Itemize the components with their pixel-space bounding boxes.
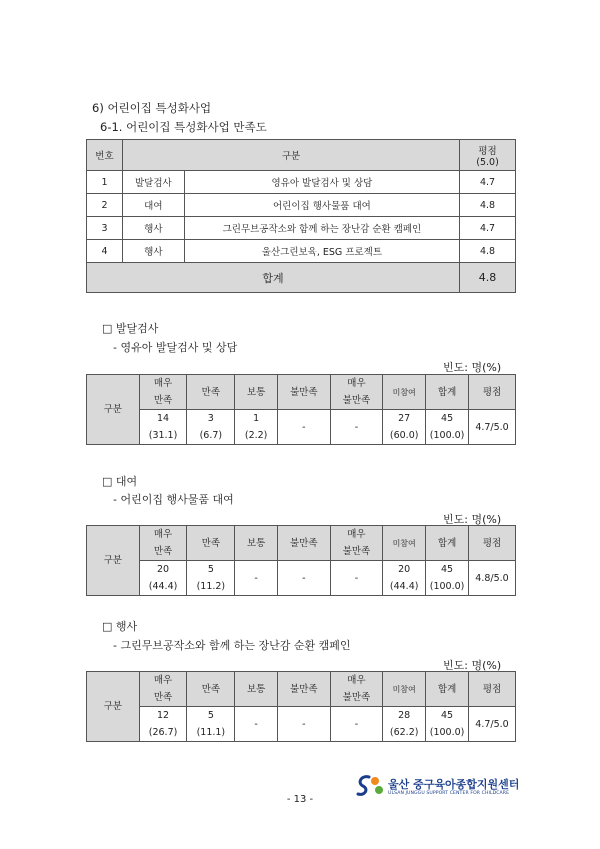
- col-neutral: 보통: [235, 672, 278, 707]
- col-not-participated: 미참여: [383, 375, 426, 410]
- row-label: 구분: [87, 375, 140, 445]
- row-type: 발달검사: [122, 171, 184, 194]
- subsection-subtitle: - 어린이집 행사물품 대여: [113, 493, 234, 506]
- row-type: 행사: [122, 217, 184, 240]
- frequency-label: 빈도: 명(%): [443, 361, 502, 374]
- subsection-title: □ 발달검사: [102, 322, 159, 335]
- row-score: 4.7: [460, 217, 516, 240]
- cell-not-participated: 28 (62.2): [383, 707, 426, 742]
- satisfaction-table: [86, 374, 516, 445]
- col-very-dissatisfied: 매우 불만족: [330, 526, 383, 561]
- subsection-subtitle: - 영유아 발달검사 및 상담: [113, 341, 238, 354]
- cell-satisfied: 5 (11.1): [187, 707, 235, 742]
- row-no: 3: [87, 217, 123, 240]
- table-row: [87, 410, 516, 445]
- header-score: 평점 (5.0): [460, 140, 516, 171]
- cell-score: 4.8/5.0: [469, 561, 516, 596]
- col-very-satisfied: 매우 만족: [139, 375, 187, 410]
- col-very-dissatisfied: 매우 불만족: [330, 375, 383, 410]
- subsection-title: □ 대여: [102, 475, 138, 488]
- cell-dissatisfied: -: [277, 707, 330, 742]
- cell-very-dissatisfied: -: [330, 410, 383, 445]
- summary-header-row: [87, 140, 516, 171]
- col-very-satisfied: 매우 만족: [139, 526, 187, 561]
- cell-dissatisfied: -: [277, 561, 330, 596]
- cell-not-participated: 20 (44.4): [383, 561, 426, 596]
- cell-sum: 45 (100.0): [426, 561, 469, 596]
- table-row: [87, 240, 516, 263]
- col-score: 평점: [469, 526, 516, 561]
- table-header-row: [87, 672, 516, 707]
- satisfaction-table: [86, 525, 516, 596]
- row-score: 4.7: [460, 171, 516, 194]
- table-row: [87, 217, 516, 240]
- col-satisfied: 만족: [187, 672, 235, 707]
- row-label: 구분: [87, 526, 140, 596]
- center-name: 울산 중구육아종합지원센터: [388, 778, 520, 791]
- col-very-satisfied: 매우 만족: [139, 672, 187, 707]
- total-row: [87, 263, 516, 293]
- row-score: 4.8: [460, 194, 516, 217]
- row-program: 영유아 발달검사 및 상담: [184, 171, 459, 194]
- row-no: 1: [87, 171, 123, 194]
- cell-very-dissatisfied: -: [330, 561, 383, 596]
- row-program: 어린이집 행사물품 대여: [184, 194, 459, 217]
- col-very-dissatisfied: 매우 불만족: [330, 672, 383, 707]
- col-not-participated: 미참여: [383, 526, 426, 561]
- section-subtitle: 6-1. 어린이집 특성화사업 만족도: [100, 120, 267, 134]
- cell-very-satisfied: 12 (26.7): [139, 707, 187, 742]
- cell-very-satisfied: 14 (31.1): [139, 410, 187, 445]
- subsection-title: □ 행사: [102, 620, 138, 633]
- cell-satisfied: 5 (11.2): [187, 561, 235, 596]
- table-row: [87, 561, 516, 596]
- row-type: 대여: [122, 194, 184, 217]
- cell-not-participated: 27 (60.0): [383, 410, 426, 445]
- cell-neutral: 1 (2.2): [235, 410, 278, 445]
- col-score: 평점: [469, 672, 516, 707]
- table-header-row: [87, 526, 516, 561]
- col-dissatisfied: 불만족: [278, 375, 331, 410]
- cell-score: 4.7/5.0: [469, 410, 516, 445]
- section-title: 6) 어린이집 특성화사업: [92, 101, 212, 115]
- row-program: 울산그린보육, ESG 프로젝트: [184, 240, 459, 263]
- col-sum: 합계: [426, 526, 469, 561]
- page-number: - 13 -: [286, 794, 314, 805]
- col-dissatisfied: 불만족: [277, 672, 330, 707]
- row-no: 2: [87, 194, 123, 217]
- cell-sum: 45 (100.0): [426, 707, 469, 742]
- satisfaction-table: [86, 671, 516, 742]
- total-score: 4.8: [460, 263, 516, 293]
- cell-very-satisfied: 20 (44.4): [139, 561, 187, 596]
- summary-table: [86, 139, 516, 293]
- col-satisfied: 만족: [187, 526, 235, 561]
- header-no: 번호: [87, 140, 123, 171]
- frequency-label: 빈도: 명(%): [443, 513, 502, 526]
- cell-score: 4.7/5.0: [469, 707, 516, 742]
- table-row: [87, 171, 516, 194]
- table-header-row: [87, 375, 516, 410]
- col-neutral: 보통: [235, 526, 278, 561]
- row-no: 4: [87, 240, 123, 263]
- row-program: 그린무브공작소와 함께 하는 장난감 순환 캠페인: [184, 217, 459, 240]
- col-dissatisfied: 불만족: [277, 526, 330, 561]
- col-sum: 합계: [426, 375, 469, 410]
- row-type: 행사: [122, 240, 184, 263]
- col-neutral: 보통: [235, 375, 278, 410]
- col-sum: 합계: [426, 672, 469, 707]
- cell-sum: 45 (100.0): [426, 410, 469, 445]
- row-label: 구분: [87, 672, 140, 742]
- col-not-participated: 미참여: [383, 672, 426, 707]
- cell-neutral: -: [235, 707, 278, 742]
- cell-satisfied: 3 (6.7): [187, 410, 235, 445]
- table-row: [87, 194, 516, 217]
- row-score: 4.8: [460, 240, 516, 263]
- cell-neutral: -: [235, 561, 278, 596]
- table-row: [87, 707, 516, 742]
- col-score: 평점: [469, 375, 516, 410]
- subsection-subtitle: - 그린무브공작소와 함께 하는 장난감 순환 캠페인: [113, 639, 351, 652]
- total-label: 합계: [87, 263, 460, 293]
- col-satisfied: 만족: [187, 375, 235, 410]
- header-category: 구분: [122, 140, 459, 171]
- frequency-label: 빈도: 명(%): [443, 659, 502, 672]
- center-name-en: ULSAN JUNGGU SUPPORT CENTER FOR CHILDCARE: [388, 791, 510, 796]
- cell-dissatisfied: -: [278, 410, 331, 445]
- cell-very-dissatisfied: -: [330, 707, 383, 742]
